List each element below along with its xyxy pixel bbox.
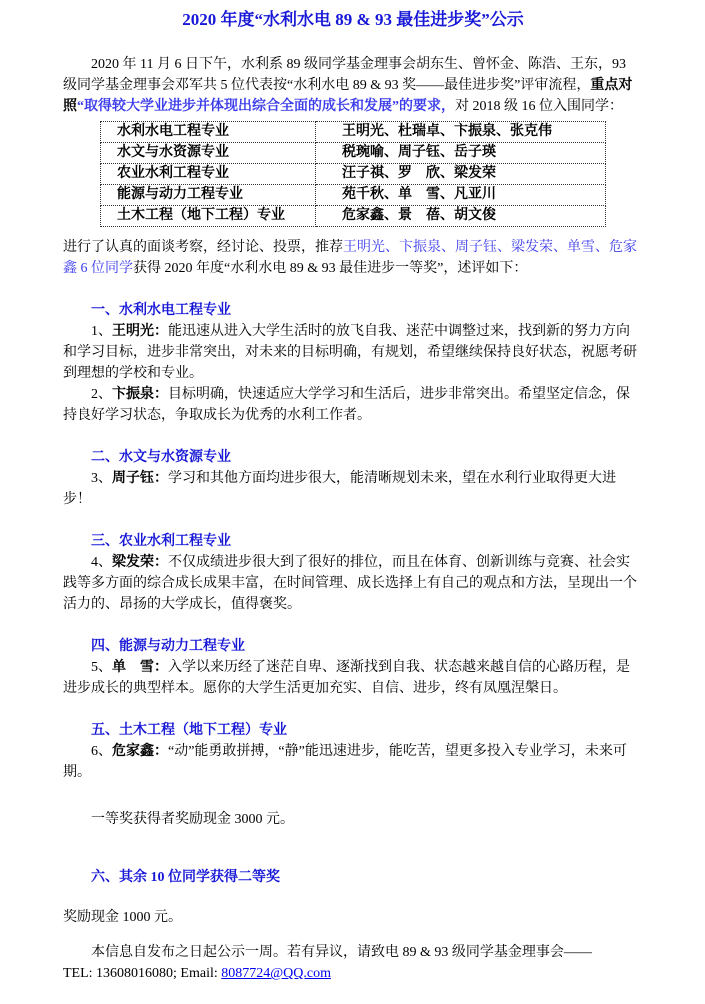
intro-paragraph <box>63 54 643 117</box>
major-cell: 水文与水资源专业 <box>101 143 316 164</box>
entry-text: 目标明确，快速适应大学学习和生活后，进步非常突出。希望坚定信念，保持良好学习状态，争取成长为优秀的水利工作者。 <box>63 387 630 423</box>
result-text-lead: 进行了认真的面谈考察，经讨论、投票，推荐 <box>63 240 343 255</box>
review-entry-6 <box>63 741 643 783</box>
result-winners: 王明光、卞振泉、周子钰、梁发荣、单雪、危家鑫 6 位同学 <box>63 240 637 276</box>
entry-prefix: 2、 <box>91 387 112 402</box>
intro-text-tail: 对 2018 级 16 位入围同学： <box>455 99 623 114</box>
section-heading-1: 一、水利水电工程专业 <box>91 303 231 318</box>
result-paragraph <box>63 237 643 279</box>
table-row <box>101 185 606 206</box>
table-row <box>101 143 606 164</box>
entry-text: “动”能勇敢拼搏，“静”能迅速进步，能吃苦，望更多投入专业学习，未来可期。 <box>63 744 627 780</box>
entry-prefix: 4、 <box>91 555 112 570</box>
section-heading-4: 四、能源与动力工程专业 <box>91 639 245 654</box>
entry-name: 单 雪： <box>112 660 168 675</box>
intro-emphasis-black: 重点对照 <box>63 78 633 114</box>
section-heading-6: 六、其余 10 位同学获得二等奖 <box>91 870 280 885</box>
review-entry-5 <box>63 657 643 699</box>
entry-prefix: 6、 <box>91 744 112 759</box>
major-cell: 农业水利工程专业 <box>101 164 316 185</box>
students-cell: 王明光、杜瑞卓、卞振泉、张克伟 <box>316 122 606 143</box>
second-prize-note: 奖励现金 1000 元。 <box>63 910 182 925</box>
entry-name: 卞振泉： <box>112 387 168 402</box>
contact-line <box>63 963 643 984</box>
students-cell: 税琬喻、周子钰、岳子瑛 <box>316 143 606 164</box>
students-cell: 汪子祺、罗 欣、梁发荣 <box>316 164 606 185</box>
major-cell: 土木工程（地下工程）专业 <box>101 206 316 227</box>
entry-text: 学习和其他方面均进步很大，能清晰规划未来，望在水利行业取得更大进步！ <box>63 471 616 507</box>
entry-prefix: 3、 <box>91 471 112 486</box>
review-entry-4 <box>63 552 643 615</box>
entry-text: 能迅速从进入大学生活时的放飞自我、迷茫中调整过来，找到新的努力方向和学习目标，进步非常突出，对未来的目标明确，有规划，希望继续保持良好状态，祝愿考研到理想的学校和专业。 <box>63 324 637 381</box>
section-heading-5: 五、土木工程（地下工程）专业 <box>91 723 287 738</box>
entry-name: 王明光： <box>112 324 168 339</box>
entry-prefix: 5、 <box>91 660 112 675</box>
review-entry-2 <box>63 384 643 426</box>
entry-name: 周子钰： <box>112 471 168 486</box>
page-title: 2020 年度“水利水电 89 & 93 最佳进步奖”公示 <box>182 10 524 29</box>
review-entry-3 <box>63 468 643 510</box>
section-heading-3: 三、农业水利工程专业 <box>91 534 231 549</box>
contact-tel: TEL: 13608016080; Email: <box>63 966 222 981</box>
table-row <box>101 206 606 227</box>
entry-text: 入学以来历经了迷茫自卑、逐渐找到自我、状态越来越自信的心路历程，是进步成长的典型样本。愿你的大学生活更加充实、自信、进步，终有凤凰涅槃日。 <box>63 660 630 696</box>
review-entry-1 <box>63 321 643 384</box>
table-row <box>101 122 606 143</box>
first-prize-note: 一等奖获得者奖励现金 3000 元。 <box>91 812 294 827</box>
entry-prefix: 1、 <box>91 324 112 339</box>
entry-name: 梁发荣： <box>112 555 168 570</box>
entry-text: 不仅成绩进步很大到了很好的排位，而且在体育、创新训练与竞赛、社会实践等多方面的综合成长成果丰富，在时间管理、成长选择上有自己的观点和方法，呈现出一个活力的、昂扬的大学成长，值得褒奖。 <box>63 555 637 612</box>
entry-name: 危家鑫： <box>112 744 168 759</box>
major-cell: 能源与动力工程专业 <box>101 185 316 206</box>
intro-text-lead: 2020 年 11 月 6 日下午，水利系 89 级同学基金理事会胡东生、曾怀金、陈浩、王东，93 级同学基金理事会邓军共 5 位代表按“水利水电 89 & 93 奖——最佳进步奖”评审流程， <box>63 57 626 93</box>
email-link[interactable]: 8087724@QQ.com <box>221 966 331 981</box>
students-cell: 危家鑫、景 蓓、胡文俊 <box>316 206 606 227</box>
table-row <box>101 164 606 185</box>
footer-notice: 本信息自发布之日起公示一周。若有异议，请致电 89 & 93 级同学基金理事会—— <box>91 945 592 960</box>
students-cell: 苑千秋、单 雪、凡亚川 <box>316 185 606 206</box>
intro-emphasis-blue: “取得较大学业进步并体现出综合全面的成长和发展”的要求， <box>77 99 455 114</box>
result-text-tail: 获得 2020 年度“水利水电 89 & 93 最佳进步一等奖”，述评如下： <box>133 261 528 276</box>
major-cell: 水利水电工程专业 <box>101 122 316 143</box>
section-heading-2: 二、水文与水资源专业 <box>91 450 231 465</box>
nominees-table <box>100 121 606 227</box>
